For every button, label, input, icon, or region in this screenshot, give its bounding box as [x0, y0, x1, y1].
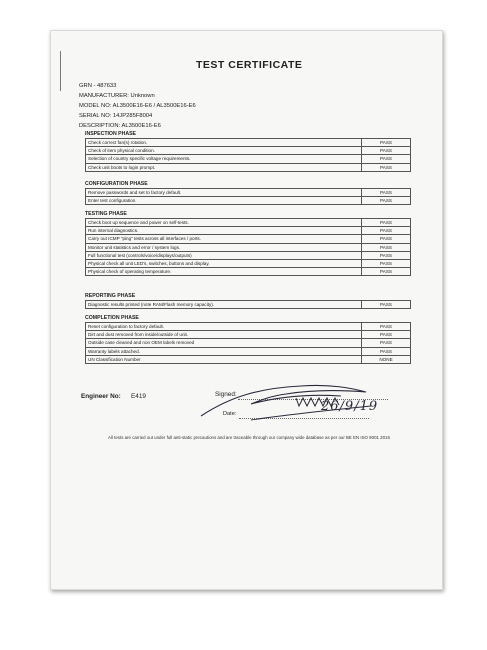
table-row	[86, 235, 411, 243]
check-result: PASS	[362, 139, 411, 147]
engineer-value: E419	[131, 393, 146, 400]
certificate-title: TEST CERTIFICATE	[196, 59, 303, 71]
check-result: PASS	[362, 219, 411, 227]
check-result: PASS	[362, 197, 411, 205]
table-row	[86, 251, 411, 259]
table-row	[86, 339, 411, 347]
table-row	[86, 197, 411, 205]
inspection-phase-table	[85, 138, 411, 172]
table-row	[86, 227, 411, 235]
check-result: PASS	[362, 243, 411, 251]
section-title: TESTING PHASE	[85, 211, 127, 217]
table-row	[86, 139, 411, 147]
check-result: PASS	[362, 235, 411, 243]
table-row	[86, 355, 411, 363]
check-result: PASS	[362, 331, 411, 339]
check-label: Carry out ICMP "ping" tests across all interfaces / ports.	[86, 235, 362, 243]
check-label: Check correct fan(s) rotation.	[86, 139, 362, 147]
check-result: PASS	[362, 323, 411, 331]
manufacturer-line: MANUFACTURER: Unknown	[79, 93, 155, 99]
check-result: PASS	[362, 251, 411, 259]
section-title: COMPLETION PHASE	[85, 315, 139, 321]
check-label: Reset configuration to factory default.	[86, 323, 362, 331]
certificate-paper	[50, 30, 443, 590]
check-label: Check boot up sequence and power on self-tests.	[86, 219, 362, 227]
check-result: PASS	[362, 268, 411, 276]
check-label: Monitor unit statistics and error / system logs.	[86, 243, 362, 251]
description-line: DESCRIPTION: AL3500E16-E6	[79, 123, 161, 129]
table-row	[86, 301, 411, 309]
check-label: Run internal diagnostics.	[86, 227, 362, 235]
model-line: MODEL NO: AL3500E16-E6 / AL3500E16-E6	[79, 103, 196, 109]
completion-phase-table	[85, 322, 411, 364]
check-label: Check unit boots to login prompt.	[86, 163, 362, 171]
check-label: UN Classification Number	[86, 355, 362, 363]
section-title: INSPECTION PHASE	[85, 131, 137, 137]
configuration-phase-section	[85, 181, 411, 205]
check-result: PASS	[362, 147, 411, 155]
reporting-phase-section	[85, 293, 411, 309]
date-label: Date:	[223, 411, 237, 417]
completion-phase-section	[85, 315, 411, 364]
check-result: PASS	[362, 227, 411, 235]
table-row	[86, 219, 411, 227]
check-label: Enter test configuration.	[86, 197, 362, 205]
check-result: PASS	[362, 155, 411, 163]
inspection-phase-section	[85, 131, 411, 172]
check-label: Physical check all unit LED's, switches, buttons and display.	[86, 260, 362, 268]
check-result: PASS	[362, 339, 411, 347]
serial-line: SERIAL NO: 14JP285F8004	[79, 113, 153, 119]
table-row	[86, 323, 411, 331]
section-title: REPORTING PHASE	[85, 293, 136, 299]
check-result: PASS	[362, 189, 411, 197]
table-row	[86, 155, 411, 163]
signed-label: Signed:	[215, 391, 237, 398]
configuration-phase-table	[85, 188, 411, 205]
check-result: PASS	[362, 260, 411, 268]
table-row	[86, 268, 411, 276]
table-row	[86, 243, 411, 251]
check-label: Dirt and dust removed from inside/outside of unit.	[86, 331, 362, 339]
check-result: PASS	[362, 163, 411, 171]
table-row	[86, 260, 411, 268]
check-label: Diagnostic results printed (note RAM/Flash memory capacity).	[86, 301, 362, 309]
check-result: NONE	[362, 355, 411, 363]
section-title: CONFIGURATION PHASE	[85, 181, 148, 187]
table-row	[86, 331, 411, 339]
paper-edge-mark	[60, 51, 61, 91]
certificate-info	[79, 81, 196, 131]
testing-phase-section	[85, 211, 411, 276]
check-label: Full functional test (controls/voice/displays/outputs)	[86, 251, 362, 259]
table-row	[86, 163, 411, 171]
testing-phase-table	[85, 218, 411, 276]
check-label: Physical check of operating temperature.	[86, 268, 362, 276]
table-row	[86, 189, 411, 197]
check-label: Selection of country specific voltage requirements.	[86, 155, 362, 163]
handwritten-date: 26/9/19	[321, 399, 379, 414]
table-row	[86, 147, 411, 155]
check-label: Warranty labels attached.	[86, 347, 362, 355]
check-label: Outside case cleaned and non OEM labels removed	[86, 339, 362, 347]
table-row	[86, 347, 411, 355]
footer-note: All tests are carried out under full anti-static precautions and are traceable through our company wide database as per our BE EN ISO 9001 2015	[108, 435, 390, 440]
check-result: PASS	[362, 347, 411, 355]
check-label: Check of item physical condition.	[86, 147, 362, 155]
reporting-phase-table	[85, 300, 411, 309]
engineer-label: Engineer No:	[81, 393, 121, 400]
check-label: Remove passwords and set to factory default.	[86, 189, 362, 197]
grn-line: GRN - 487633	[79, 83, 117, 89]
check-result: PASS	[362, 301, 411, 309]
